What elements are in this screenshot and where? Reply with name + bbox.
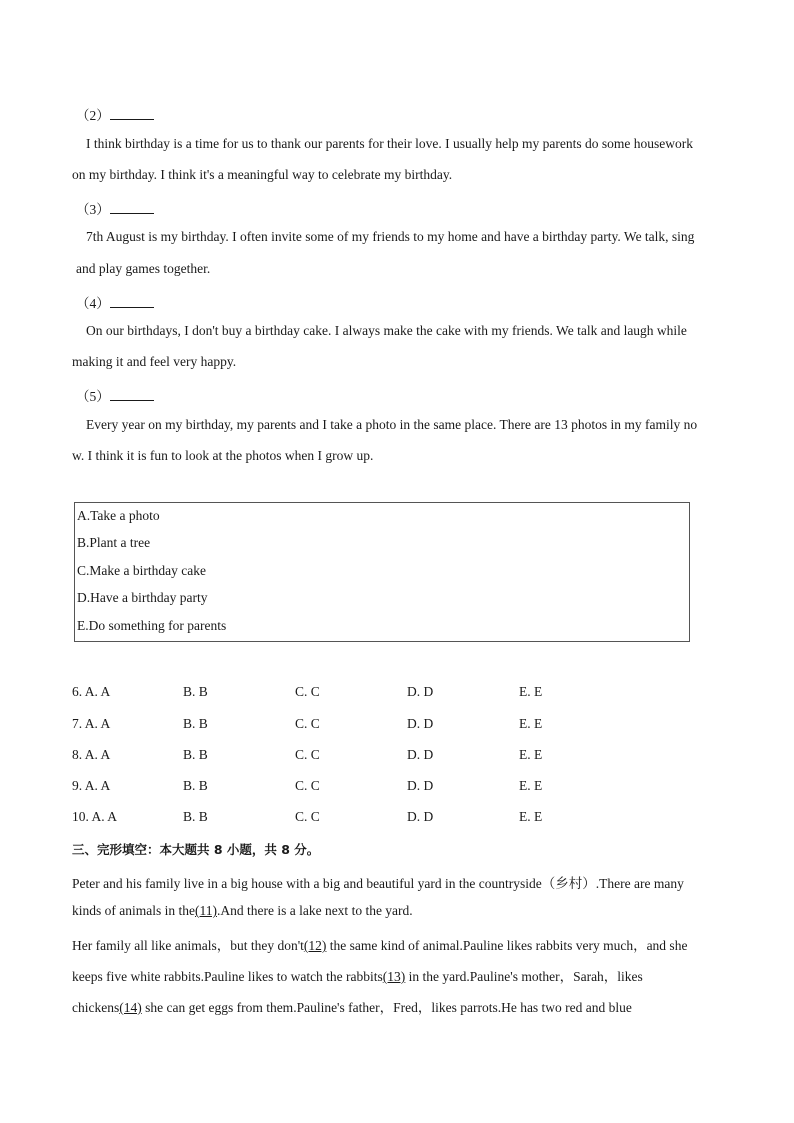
passage-text: she can get eggs from them.Pauline's father，Fred，likes parrots.He has two red and blue: [141, 1000, 632, 1015]
blank-11: (11): [194, 903, 217, 918]
answer-blank: [110, 295, 154, 308]
choice-c[interactable]: C. C: [295, 716, 320, 731]
item-2-text-cont: on my birthday. I think it's a meaningful way to celebrate my birthday.: [72, 167, 453, 182]
choice-d[interactable]: D. D: [407, 747, 434, 762]
item-4-text-cont: making it and feel very happy.: [72, 354, 237, 369]
answer-blank: [110, 388, 154, 401]
passage-text: chickens: [72, 1000, 120, 1015]
option-a: A.Take a photo: [77, 508, 160, 523]
item-5-label-line: [76, 385, 154, 405]
passage-line-4: [72, 965, 643, 985]
choice-e[interactable]: E. E: [519, 778, 543, 793]
choice-d[interactable]: D. D: [407, 809, 434, 824]
options-box: [74, 502, 690, 642]
choice-a[interactable]: 9. A. A: [72, 778, 111, 793]
choice-a[interactable]: 8. A. A: [72, 747, 111, 762]
choice-d[interactable]: D. D: [407, 778, 434, 793]
choice-c[interactable]: C. C: [295, 684, 320, 699]
item-3-text: 7th August is my birthday. I often invite some of my friends to my home and have a birthday party. We talk, sing: [86, 229, 695, 244]
choice-b[interactable]: B. B: [183, 684, 208, 699]
blank-13: (13): [382, 969, 406, 984]
answer-blank: [110, 107, 154, 120]
item-3-text-cont: and play games together.: [76, 261, 211, 276]
passage-text: kinds of animals in the: [72, 903, 195, 918]
choice-e[interactable]: E. E: [519, 716, 543, 731]
item-4-text: On our birthdays, I don't buy a birthday cake. I always make the cake with my friends. We talk and laugh while: [86, 323, 687, 338]
passage-text: keeps five white rabbits.Pauline likes to watch the rabbits: [72, 969, 383, 984]
choice-a[interactable]: 6. A. A: [72, 684, 111, 699]
choice-b[interactable]: B. B: [183, 809, 208, 824]
choice-e[interactable]: E. E: [519, 809, 543, 824]
choice-c[interactable]: C. C: [295, 778, 320, 793]
item-4-label: （4）: [76, 296, 110, 311]
choice-e[interactable]: E. E: [519, 747, 543, 762]
option-c: C.Make a birthday cake: [77, 563, 206, 578]
option-e: E.Do something for parents: [77, 618, 227, 633]
item-5-label: （5）: [76, 389, 110, 404]
choice-d[interactable]: D. D: [407, 684, 434, 699]
item-3-label-line: [76, 198, 154, 218]
choice-a[interactable]: 7. A. A: [72, 716, 111, 731]
choice-b[interactable]: B. B: [183, 778, 208, 793]
passage-text: .And there is a lake next to the yard.: [216, 903, 413, 918]
item-4-label-line: [76, 292, 154, 312]
choice-c[interactable]: C. C: [295, 809, 320, 824]
passage-text: the same kind of animal.Pauline likes rabbits very much，and she: [326, 938, 688, 953]
answer-blank: [110, 201, 154, 214]
choice-b[interactable]: B. B: [183, 716, 208, 731]
item-5-text-cont: w. I think it is fun to look at the photos when I grow up.: [72, 448, 374, 463]
passage-text: Her family all like animals，but they don't: [72, 938, 304, 953]
blank-12: (12): [303, 938, 327, 953]
item-3-label: （3）: [76, 202, 110, 217]
option-b: B.Plant a tree: [77, 535, 151, 550]
passage-line-5: [72, 996, 632, 1016]
section-3-title: 三、完形填空：本大题共 8 小题，共 8 分。: [72, 842, 320, 857]
item-2-label-line: [76, 104, 154, 124]
passage-text: in the yard.Pauline's mother，Sarah，likes: [405, 969, 643, 984]
choice-c[interactable]: C. C: [295, 747, 320, 762]
choice-a[interactable]: 10. A. A: [72, 809, 118, 824]
item-2-text: I think birthday is a time for us to thank our parents for their love. I usually help my parents do some housework: [86, 136, 693, 151]
choice-e[interactable]: E. E: [519, 684, 543, 699]
choice-b[interactable]: B. B: [183, 747, 208, 762]
item-5-text: Every year on my birthday, my parents and I take a photo in the same place. There are 13 photos in my family no: [86, 417, 698, 432]
passage-line-3: [72, 934, 687, 954]
passage-line-2: [72, 903, 413, 919]
passage-line-1: Peter and his family live in a big house with a big and beautiful yard in the countryside（乡村）.There are many: [72, 876, 684, 891]
choice-d[interactable]: D. D: [407, 716, 434, 731]
item-2-label: （2）: [76, 108, 110, 123]
option-d: D.Have a birthday party: [77, 590, 208, 605]
blank-14: (14): [119, 1000, 142, 1015]
